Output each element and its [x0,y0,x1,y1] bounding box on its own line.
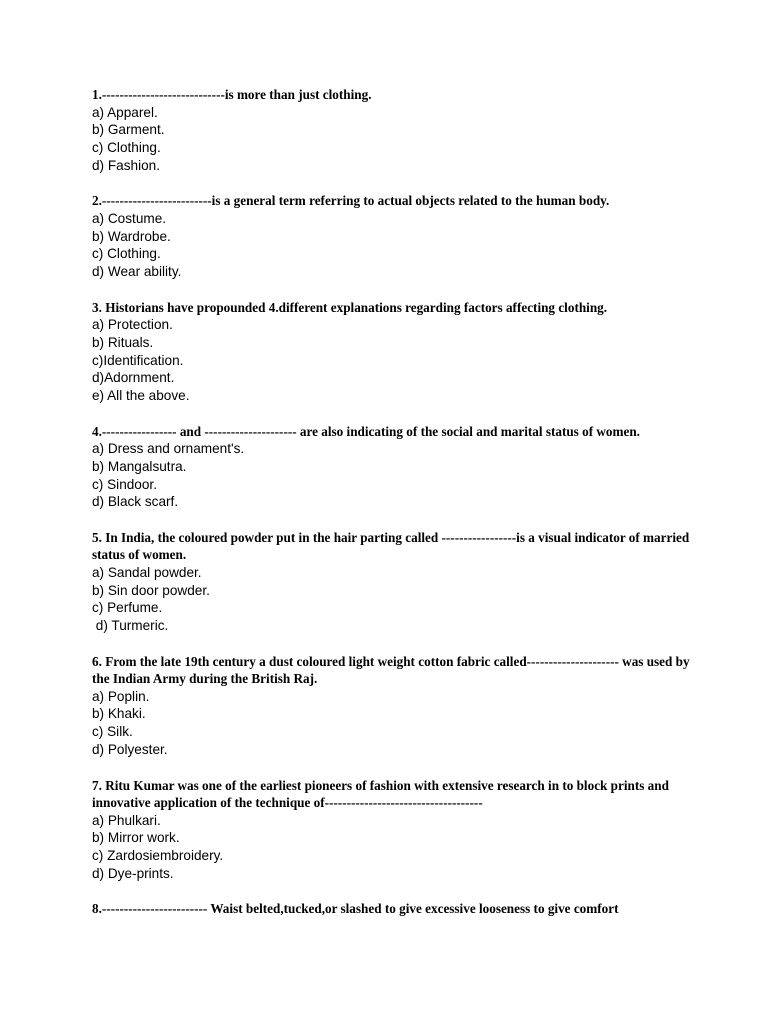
question-2 [92,192,692,280]
option-c: c) Clothing. [92,246,161,262]
document-page [92,86,692,936]
option-d: d) Fashion. [92,157,161,173]
question-4 [92,423,692,511]
option-a: a) Protection. [92,317,173,333]
option-b: b) Mangalsutra. [92,458,187,474]
option-d: d) Wear ability. [92,263,182,279]
option-c: c) Silk. [92,724,133,740]
question-5 [92,529,692,635]
option-d: d) Turmeric. [92,618,169,634]
question-8 [92,900,692,918]
question-text: 3. Historians have propounded 4.different explanations regarding factors affecting clothing. [92,299,608,315]
option-a: a) Sandal powder. [92,564,202,580]
option-d: d)Adornment. [92,370,175,386]
option-c: c) Perfume. [92,600,163,616]
option-b: b) Sin door powder. [92,582,210,598]
question-text: 6. From the late 19th century a dust coloured light weight cotton fabric called--------------------- was used by the Indian Army during the British Raj. [92,653,693,687]
question-text: 2.-------------------------is a general term referring to actual objects related to the human body. [92,193,610,209]
question-1 [92,86,692,174]
option-c: c) Sindoor. [92,476,157,492]
option-a: a) Dress and ornament's. [92,441,245,457]
option-c: c) Zardosiembroidery. [92,847,224,863]
question-text: 8.------------------------ Waist belted,tucked,or slashed to give excessive looseness to give comfort [92,901,619,917]
option-b: b) Mirror work. [92,830,180,846]
option-b: b) Khaki. [92,706,146,722]
option-b: b) Wardrobe. [92,228,171,244]
question-text: 4.----------------- and --------------------- are also indicating of the social and marital status of women. [92,423,640,439]
question-6 [92,653,692,759]
option-d: d) Dye-prints. [92,865,174,881]
option-d: d) Black scarf. [92,494,179,510]
option-c: c)Identification. [92,352,184,368]
option-a: a) Apparel. [92,104,158,120]
option-b: b) Garment. [92,122,165,138]
question-text: 5. In India, the coloured powder put in the hair parting called -----------------is a visual indicator of married status of women. [92,529,693,563]
option-e: e) All the above. [92,387,190,403]
option-a: a) Phulkari. [92,812,161,828]
option-a: a) Poplin. [92,688,150,704]
option-b: b) Rituals. [92,334,154,350]
question-text: 7. Ritu Kumar was one of the earliest pioneers of fashion with extensive research in to block prints and innovative application of the technique of------------------------------------ [92,777,673,811]
option-d: d) Polyester. [92,741,168,757]
question-3 [92,299,692,405]
question-text: 1.----------------------------is more than just clothing. [92,87,372,102]
option-c: c) Clothing. [92,139,161,155]
option-a: a) Costume. [92,210,167,226]
question-7 [92,777,692,883]
